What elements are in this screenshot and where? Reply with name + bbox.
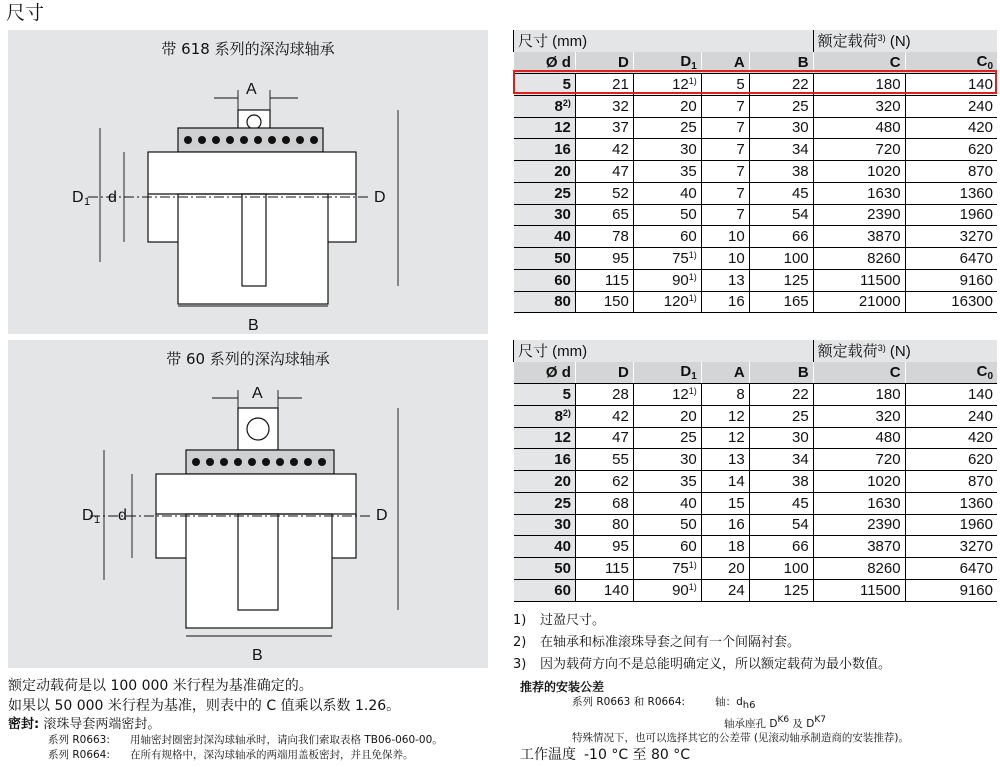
seal-row-r0664: 系列 R0664: 在所有规格中，深沟球轴承的两端用盖板密封，并且免保养。 — [48, 749, 414, 761]
cell-outer-d: 62 — [575, 471, 633, 493]
cell-outer-d: 52 — [575, 182, 633, 204]
cell-bore: 80 — [514, 291, 576, 313]
table-row — [514, 161, 998, 183]
table-row — [514, 492, 998, 514]
cell-d1: 20 — [633, 405, 701, 427]
cell-c0: 620 — [905, 139, 997, 161]
cell-bore: 40 — [514, 226, 576, 248]
cell-outer-d: 140 — [575, 579, 633, 601]
cell-d1: 35 — [633, 471, 701, 493]
col-c0: $C_0$ — [905, 52, 997, 74]
table-row — [514, 226, 998, 248]
cell-bore: 50 — [514, 558, 576, 580]
table-row — [514, 449, 998, 471]
cell-c0: 240 — [905, 95, 997, 117]
table-row — [514, 269, 998, 291]
diagram-60-panel — [8, 340, 488, 668]
table-row — [514, 558, 998, 580]
col-c0: $C_0$ — [905, 362, 997, 384]
table-row — [514, 117, 998, 139]
cell-a: 20 — [701, 558, 749, 580]
dim-bore-d-label: d — [108, 189, 117, 206]
cell-outer-d: 47 — [575, 427, 633, 449]
cell-outer-d: 21 — [575, 74, 633, 96]
cell-c0: 240 — [905, 405, 997, 427]
cell-d1: 75$^{1)}$ — [633, 248, 701, 270]
table-60-body — [514, 384, 998, 602]
cell-a: 7 — [701, 182, 749, 204]
cell-c: 180 — [813, 74, 905, 96]
cell-b: 34 — [749, 139, 813, 161]
table-row — [514, 182, 998, 204]
cell-bore: 12 — [514, 427, 576, 449]
cell-c0: 620 — [905, 449, 997, 471]
cell-c: 320 — [813, 405, 905, 427]
cell-bore: 16 — [514, 139, 576, 161]
cell-bore: 8$^{2)}$ — [514, 405, 576, 427]
cell-b: 54 — [749, 514, 813, 536]
cell-a: 13 — [701, 449, 749, 471]
cell-b: 25 — [749, 95, 813, 117]
cell-c0: 1960 — [905, 204, 997, 226]
dim-bore-d-label: d — [118, 507, 127, 524]
cell-d1: 40 — [633, 182, 701, 204]
cell-a: 5 — [701, 74, 749, 96]
cell-a: 13 — [701, 269, 749, 291]
cell-c0: 870 — [905, 161, 997, 183]
cell-d1: 75$^{1)}$ — [633, 558, 701, 580]
cell-a: 10 — [701, 226, 749, 248]
cell-a: 16 — [701, 514, 749, 536]
cell-c: 1020 — [813, 161, 905, 183]
cell-a: 15 — [701, 492, 749, 514]
cell-b: 54 — [749, 204, 813, 226]
dim-d1-sub: 1 — [94, 514, 101, 526]
cell-bore: 60 — [514, 579, 576, 601]
table-group-header — [514, 30, 998, 52]
cell-c0: 3270 — [905, 226, 997, 248]
load-header: 额定载荷$^{3)}$ (N) — [813, 30, 997, 52]
footnote-3: 3) 因为载荷方向不是总能明确定义，所以额定载荷为最小数值。 — [513, 657, 892, 672]
cell-c: 180 — [813, 384, 905, 406]
cell-outer-d: 42 — [575, 405, 633, 427]
cell-c: 1630 — [813, 492, 905, 514]
cell-a: 7 — [701, 117, 749, 139]
cell-d1: 50 — [633, 514, 701, 536]
mounting-housing: 轴承座孔 D$^{K6}$ 及 D$^{K7}$ — [724, 715, 826, 730]
mounting-series: 系列 R0663 和 R0664: 轴：$d_{h6}$ — [572, 696, 756, 711]
load-header: 额定载荷$^{3)}$ (N) — [813, 340, 997, 362]
table-row — [514, 384, 998, 406]
cell-bore: 20 — [514, 471, 576, 493]
cell-b: 66 — [749, 536, 813, 558]
page-title: 尺寸 — [6, 2, 45, 24]
cell-c: 320 — [813, 95, 905, 117]
cell-bore: 30 — [514, 204, 576, 226]
cell-bore: 16 — [514, 449, 576, 471]
cell-c: 1020 — [813, 471, 905, 493]
cell-c: 2390 — [813, 514, 905, 536]
diagram-618-drawing — [8, 30, 488, 334]
cell-b: 30 — [749, 427, 813, 449]
diagram-60-drawing — [8, 340, 488, 668]
cell-b: 30 — [749, 117, 813, 139]
cell-a: 18 — [701, 536, 749, 558]
dim-d1-label: D — [72, 189, 84, 206]
cell-d1: 120$^{1)}$ — [633, 291, 701, 313]
cell-outer-d: 65 — [575, 204, 633, 226]
cell-a: 7 — [701, 95, 749, 117]
col-c: C — [813, 362, 905, 384]
table-row — [514, 579, 998, 601]
table-row — [514, 514, 998, 536]
cell-d1: 60 — [633, 226, 701, 248]
cell-c0: 6470 — [905, 558, 997, 580]
cell-a: 16 — [701, 291, 749, 313]
cell-c0: 140 — [905, 384, 997, 406]
cell-a: 12 — [701, 427, 749, 449]
mounting-tolerances — [520, 678, 990, 745]
cell-outer-d: 68 — [575, 492, 633, 514]
diagram-618-title: 带 618 系列的深沟球轴承 — [161, 40, 335, 58]
cell-outer-d: 37 — [575, 117, 633, 139]
col-a: A — [701, 362, 749, 384]
cell-c: 8260 — [813, 248, 905, 270]
operating-temperature: 工作温度 -10 °C 至 80 °C — [520, 747, 691, 763]
seal-row-r0663: 系列 R0663: 用轴密封圈密封深沟球轴承时，请向我们索取表格 TB06-060-00。 — [48, 734, 443, 746]
dims-header: 尺寸 (mm) — [514, 30, 814, 52]
dim-b-label: B — [252, 647, 263, 664]
cell-a: 7 — [701, 161, 749, 183]
table-row — [514, 471, 998, 493]
cell-c0: 1360 — [905, 492, 997, 514]
footnotes — [513, 610, 891, 676]
cell-outer-d: 47 — [575, 161, 633, 183]
cell-bore: 25 — [514, 492, 576, 514]
table-column-header — [514, 362, 998, 384]
col-outer-d: D — [575, 52, 633, 74]
cell-bore: 50 — [514, 248, 576, 270]
cell-d1: 90$^{1)}$ — [633, 269, 701, 291]
table-618-body — [514, 74, 998, 313]
dim-outer-d-label: D — [376, 507, 388, 524]
cell-bore: 30 — [514, 514, 576, 536]
table-row — [514, 291, 998, 313]
cell-bore: 8$^{2)}$ — [514, 95, 576, 117]
table-column-header — [514, 52, 998, 74]
cell-a: 7 — [701, 204, 749, 226]
diagram-60-title: 带 60 系列的深沟球轴承 — [166, 350, 330, 368]
cell-c0: 420 — [905, 427, 997, 449]
cell-c: 720 — [813, 449, 905, 471]
cell-outer-d: 78 — [575, 226, 633, 248]
cell-b: 38 — [749, 471, 813, 493]
mounting-title: 推荐的安装公差 — [520, 680, 605, 694]
cell-d1: 25 — [633, 117, 701, 139]
cell-c0: 9160 — [905, 579, 997, 601]
col-bore: Ø d — [514, 362, 576, 384]
cell-c0: 3270 — [905, 536, 997, 558]
cell-a: 12 — [701, 405, 749, 427]
cell-c0: 1360 — [905, 182, 997, 204]
cell-bore: 12 — [514, 117, 576, 139]
table-row — [514, 536, 998, 558]
cell-outer-d: 28 — [575, 384, 633, 406]
table-group-header — [514, 340, 998, 362]
footnote-2: 2) 在轴承和标准滚珠导套之间有一个间隔衬套。 — [513, 635, 801, 650]
cell-a: 8 — [701, 384, 749, 406]
cell-c: 3870 — [813, 536, 905, 558]
cell-bore: 60 — [514, 269, 576, 291]
cell-d1: 12$^{1)}$ — [633, 384, 701, 406]
cell-b: 22 — [749, 384, 813, 406]
cell-b: 165 — [749, 291, 813, 313]
cell-b: 45 — [749, 492, 813, 514]
cell-c: 11500 — [813, 269, 905, 291]
col-bore: Ø d — [514, 52, 576, 74]
col-b: B — [749, 52, 813, 74]
dim-d1-sub: 1 — [84, 196, 91, 208]
cell-c: 480 — [813, 427, 905, 449]
cell-c0: 6470 — [905, 248, 997, 270]
cell-c0: 9160 — [905, 269, 997, 291]
mounting-special: 特殊情况下，也可以选择其它的公差带 (见滚动轴承制造商的安装推荐)。 — [572, 732, 910, 744]
table-row — [514, 248, 998, 270]
cell-outer-d: 95 — [575, 248, 633, 270]
note-line-1: 额定动载荷是以 100 000 米行程为基准确定的。 — [8, 678, 313, 694]
cell-outer-d: 42 — [575, 139, 633, 161]
cell-c0: 420 — [905, 117, 997, 139]
dims-header: 尺寸 (mm) — [514, 340, 814, 362]
cell-d1: 60 — [633, 536, 701, 558]
cell-c: 21000 — [813, 291, 905, 313]
cell-d1: 35 — [633, 161, 701, 183]
cell-bore: 5 — [514, 384, 576, 406]
dim-b-label: B — [248, 317, 259, 334]
col-b: B — [749, 362, 813, 384]
cell-a: 7 — [701, 139, 749, 161]
spec-table-618 — [513, 30, 997, 313]
table-row — [514, 139, 998, 161]
footnote-1: 1) 过盈尺寸。 — [513, 613, 606, 628]
cell-d1: 90$^{1)}$ — [633, 579, 701, 601]
seal-heading: 密封: 滚珠导套两端密封。 — [8, 717, 161, 732]
table-row — [514, 427, 998, 449]
dim-outer-d-label: D — [374, 189, 386, 206]
cell-bore: 40 — [514, 536, 576, 558]
cell-bore: 20 — [514, 161, 576, 183]
dim-a-label: A — [246, 81, 257, 98]
cell-c: 3870 — [813, 226, 905, 248]
cell-d1: 40 — [633, 492, 701, 514]
cell-bore: 5 — [514, 74, 576, 96]
spec-table-60 — [513, 340, 997, 602]
cell-b: 25 — [749, 405, 813, 427]
dim-d1-label: D — [82, 507, 94, 524]
cell-b: 34 — [749, 449, 813, 471]
cell-b: 66 — [749, 226, 813, 248]
cell-c0: 870 — [905, 471, 997, 493]
cell-c: 720 — [813, 139, 905, 161]
cell-d1: 50 — [633, 204, 701, 226]
cell-outer-d: 32 — [575, 95, 633, 117]
table-row — [514, 74, 998, 96]
cell-b: 22 — [749, 74, 813, 96]
cell-outer-d: 95 — [575, 536, 633, 558]
note-line-2: 如果以 50 000 米行程为基准，则表中的 C 值乘以系数 1.26。 — [8, 698, 401, 714]
cell-d1: 30 — [633, 449, 701, 471]
cell-d1: 25 — [633, 427, 701, 449]
cell-outer-d: 150 — [575, 291, 633, 313]
col-outer-d: D — [575, 362, 633, 384]
cell-a: 24 — [701, 579, 749, 601]
cell-b: 100 — [749, 558, 813, 580]
cell-b: 125 — [749, 269, 813, 291]
cell-outer-d: 55 — [575, 449, 633, 471]
col-d1: $D_1$ — [633, 52, 701, 74]
cell-b: 38 — [749, 161, 813, 183]
col-d1: $D_1$ — [633, 362, 701, 384]
col-c: C — [813, 52, 905, 74]
cell-c: 1630 — [813, 182, 905, 204]
cell-b: 100 — [749, 248, 813, 270]
cell-d1: 30 — [633, 139, 701, 161]
cell-outer-d: 115 — [575, 558, 633, 580]
cell-c: 8260 — [813, 558, 905, 580]
table-row — [514, 405, 998, 427]
cell-b: 125 — [749, 579, 813, 601]
cell-c0: 140 — [905, 74, 997, 96]
cell-c0: 1960 — [905, 514, 997, 536]
cell-a: 14 — [701, 471, 749, 493]
cell-c: 2390 — [813, 204, 905, 226]
cell-outer-d: 80 — [575, 514, 633, 536]
cell-c0: 16300 — [905, 291, 997, 313]
cell-c: 11500 — [813, 579, 905, 601]
cell-a: 10 — [701, 248, 749, 270]
cell-c: 480 — [813, 117, 905, 139]
table-row — [514, 204, 998, 226]
diagram-618-panel — [8, 30, 488, 334]
cell-outer-d: 115 — [575, 269, 633, 291]
cell-b: 45 — [749, 182, 813, 204]
cell-bore: 25 — [514, 182, 576, 204]
col-a: A — [701, 52, 749, 74]
cell-d1: 20 — [633, 95, 701, 117]
cell-d1: 12$^{1)}$ — [633, 74, 701, 96]
table-row — [514, 95, 998, 117]
dim-a-label: A — [252, 385, 263, 402]
load-notes — [8, 676, 503, 763]
